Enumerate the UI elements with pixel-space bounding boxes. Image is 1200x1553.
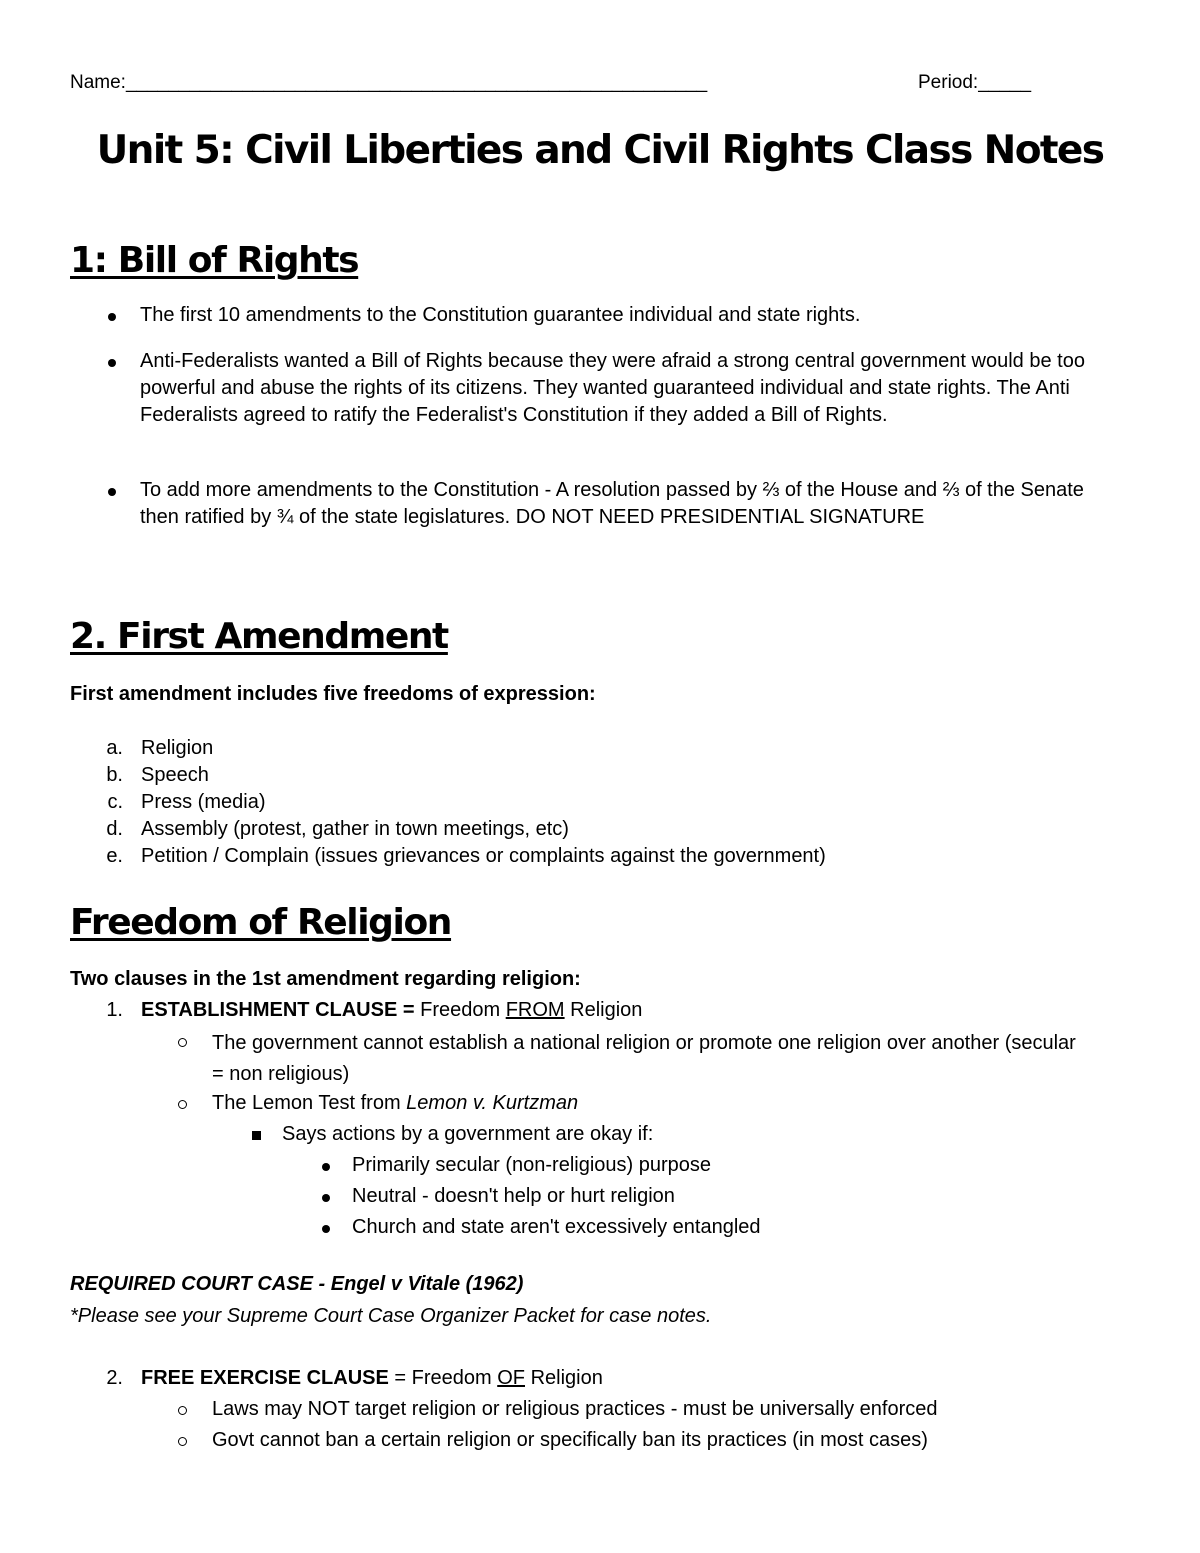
clause-key: FROM — [505, 999, 565, 1021]
bullet-text: Govt cannot ban a certain religion or specifically ban its practices (in most cases) — [212, 1429, 928, 1451]
bullet-text: The first 10 amendments to the Constitution guarantee individual and state rights. — [140, 304, 861, 326]
bullet-text: Anti-Federalists wanted a Bill of Rights because they were afraid a strong central government would be too powerful and abuse the rights of its citizens. They wanted guaranteed individual and state rights. The Anti Federalists agreed to ratify the Federalist's Constitution if they added a Bill of Rights. — [140, 350, 1085, 426]
period-label: Period: — [918, 72, 979, 93]
list-label: a. — [106, 737, 123, 759]
list-label: 2. — [106, 1367, 123, 1389]
section-heading-bill-of-rights: 1: Bill of Rights — [70, 240, 359, 281]
list-label: e. — [106, 845, 123, 867]
bullet-text: To add more amendments to the Constitution - A resolution passed by ⅔ of the House and ⅔ of the Senate then ratified by ¾ of the state legislatures. DO NOT NEED PRESIDENTIAL SIGNATURE — [140, 479, 1084, 528]
list-text: Religion — [141, 737, 214, 759]
list-label: 1. — [106, 999, 123, 1021]
clause-name: ESTABLISHMENT CLAUSE = — [141, 999, 415, 1021]
section-heading-first-amendment: 2. First Amendment — [70, 616, 448, 657]
bullet-ring-icon — [178, 1038, 187, 1047]
clause-text: = Freedom — [394, 1367, 492, 1389]
clause-name: FREE EXERCISE CLAUSE — [141, 1367, 389, 1389]
bullet-text: Church and state aren't excessively entangled — [352, 1216, 761, 1238]
section-heading-freedom-of-religion: Freedom of Religion — [70, 902, 452, 943]
list-label: b. — [106, 764, 123, 786]
page-title: Unit 5: Civil Liberties and Civil Rights Class Notes — [96, 128, 1104, 173]
list-text: Assembly (protest, gather in town meetings, etc) — [141, 818, 569, 840]
bullet-dot-icon — [322, 1194, 330, 1202]
name-line[interactable] — [70, 72, 707, 94]
court-case-note: *Please see your Supreme Court Case Organizer Packet for case notes. — [70, 1305, 712, 1327]
bullet-text: The government cannot establish a national religion or promote one religion over another (secular = non religious) — [212, 1032, 1076, 1085]
court-case-heading: REQUIRED COURT CASE - Engel v Vitale (1962) — [70, 1273, 524, 1295]
list-text: Speech — [141, 764, 209, 786]
bullet-dot-icon — [108, 488, 116, 496]
bullet-dot-icon — [108, 359, 116, 367]
list-label: d. — [106, 818, 123, 840]
bullet-ring-icon — [178, 1437, 187, 1446]
clause-key: OF — [497, 1367, 525, 1389]
bullet-text: Neutral - doesn't help or hurt religion — [352, 1185, 675, 1207]
bullet-text: Laws may NOT target religion or religious practices - must be universally enforced — [212, 1398, 938, 1420]
period-blank: _____ — [978, 72, 1032, 93]
bullet-text: The Lemon Test from — [212, 1092, 401, 1114]
clause-text: Freedom — [420, 999, 501, 1021]
name-blank: _______________________________________________________ — [125, 72, 708, 93]
bullet-square-icon — [252, 1131, 261, 1140]
list-text: Petition / Complain (issues grievances or complaints against the government) — [141, 845, 826, 867]
bullet-ring-icon — [178, 1406, 187, 1415]
list-text: Press (media) — [141, 791, 266, 813]
bullet-dot-icon — [322, 1225, 330, 1233]
section-intro: First amendment includes five freedoms of expression: — [70, 683, 596, 705]
bullet-dot-icon — [322, 1163, 330, 1171]
period-line[interactable] — [918, 72, 1031, 94]
list-label: c. — [107, 791, 123, 813]
clause-text: Religion — [570, 999, 643, 1021]
bullet-text: Primarily secular (non-religious) purpose — [352, 1154, 712, 1176]
case-name: Lemon v. Kurtzman — [406, 1092, 579, 1114]
bullet-text: Says actions by a government are okay if: — [282, 1123, 654, 1145]
name-label: Name: — [70, 72, 126, 93]
section-intro: Two clauses in the 1st amendment regarding religion: — [70, 968, 581, 990]
bullet-dot-icon — [108, 313, 116, 321]
clause-text: Religion — [530, 1367, 603, 1389]
bullet-ring-icon — [178, 1100, 187, 1109]
